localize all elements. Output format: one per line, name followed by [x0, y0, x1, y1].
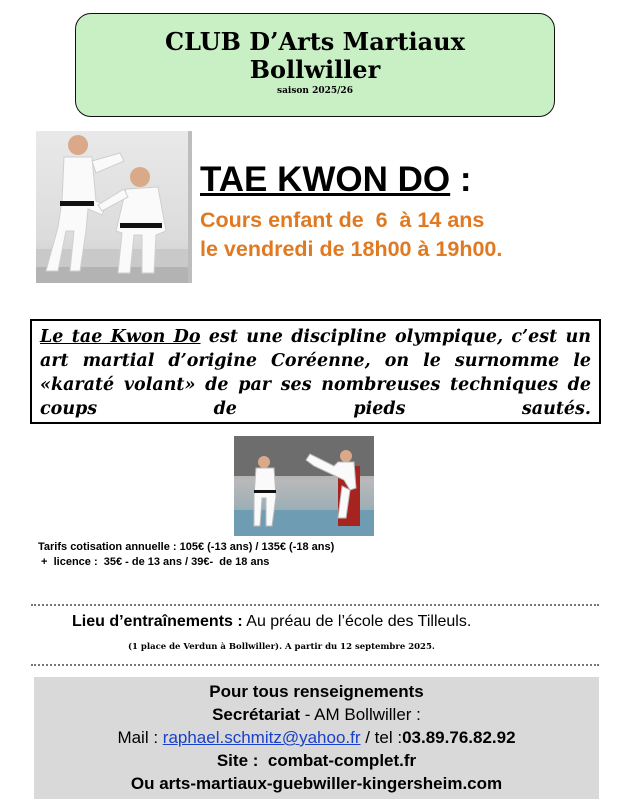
tarifs-licence: + licence : 35€ - de 13 ans / 39€- de 18 ans: [38, 556, 270, 568]
description-text: est une discipline olympique, c’est un art martial d’origine Coréenne, on le surnomme le «karaté volant» de par ses nombreuses techniques de coups de pieds sautés.: [40, 327, 591, 419]
alt-site-url: Ou arts-martiaux-guebwiller-kingersheim.com: [130, 774, 503, 793]
course-age-range: Cours enfant de 6 à 14 ans: [200, 208, 485, 232]
mail-link[interactable]: raphael.schmitz@yahoo.fr: [162, 728, 361, 747]
site-url: combat-complet.fr: [267, 751, 417, 770]
fighters-illustration: [36, 131, 188, 283]
contact-heading-text: Pour tous renseignements: [209, 682, 424, 701]
lieu-line: [72, 611, 471, 633]
course-title-text: TAE KWON DO: [200, 160, 451, 199]
description-box: [30, 319, 601, 424]
description-highlight: Le tae Kwon Do: [40, 327, 201, 347]
club-title-line1: CLUB D’Arts Martiaux: [165, 27, 465, 56]
mail-label: Mail :: [117, 728, 163, 747]
contact-box: [34, 677, 599, 799]
site-label: Site :: [216, 751, 268, 770]
tarifs-cotisation: Tarifs cotisation annuelle : 105€ (-13 ans) / 135€ (-18 ans): [38, 541, 335, 553]
contact-heading: [34, 680, 599, 703]
season-label: saison 2025/26: [277, 86, 353, 96]
mail-tel-line: [34, 726, 599, 749]
alt-site-line: [34, 772, 599, 795]
kick-illustration: [234, 436, 374, 536]
course-title: [200, 160, 472, 200]
lieu-address: (1 place de Verdun à Bollwiller). A partir du 12 septembre 2025.: [128, 642, 435, 652]
site-line: [34, 749, 599, 772]
lieu-label: Lieu d’entraînements :: [72, 613, 243, 630]
course-title-suffix: :: [450, 160, 472, 199]
taekwondo-photo-kids: [234, 436, 374, 536]
secretariat-line: [34, 703, 599, 726]
tel-label: / tel :: [360, 728, 403, 747]
course-schedule: le vendredi de 18h00 à 19h00.: [200, 237, 503, 261]
club-title-line2: Bollwiller: [249, 55, 381, 84]
taekwondo-photo-adults: [36, 131, 192, 283]
club-header: [75, 13, 555, 117]
secretariat-value: - AM Bollwiller :: [299, 705, 421, 724]
tel-number: 03.89.76.82.92: [402, 728, 516, 747]
lieu-value: Au préau de l’école des Tilleuls.: [242, 613, 472, 630]
tarifs-block: [38, 540, 334, 570]
secretariat-label: Secrétariat: [212, 705, 300, 724]
